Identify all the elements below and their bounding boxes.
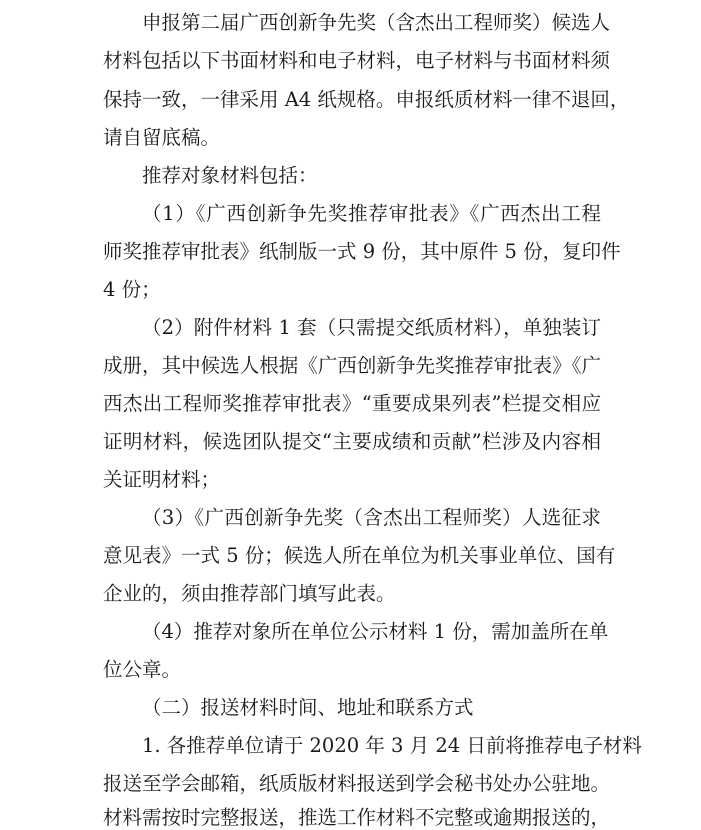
paragraph-line: 请自留底稿。	[103, 126, 221, 149]
list-item-line: 师奖推荐审批表》纸制版一式 9 份，其中原件 5 份，复印件	[103, 240, 621, 263]
list-item-line: 成册，其中候选人根据《广西创新争先奖推荐审批表》《广	[103, 354, 601, 377]
section-heading: 推荐对象材料包括：	[142, 164, 318, 187]
paragraph-line: 申报第二届广西创新争先奖（含杰出工程师奖）候选人	[142, 11, 611, 34]
list-item-line: 意见表》一式 5 份；候选人所在单位为机关事业单位、国有	[103, 544, 616, 567]
section-heading: （二）报送材料时间、地址和联系方式	[142, 696, 474, 719]
list-item-line: 4 份；	[103, 278, 161, 301]
list-item-line: （2）附件材料 1 套（只需提交纸质材料），单独装订	[142, 316, 601, 339]
paragraph-line: 材料包括以下书面材料和电子材料，电子材料与书面材料须	[103, 49, 611, 72]
list-item-line: （4）推荐对象所在单位公示材料 1 份，需加盖所在单	[142, 620, 609, 643]
list-item-line: 位公章。	[103, 658, 182, 681]
list-item-line: （3）《广西创新争先奖（含杰出工程师奖）人选征求	[142, 506, 601, 529]
list-item-line: 西杰出工程师奖推荐审批表》“重要成果列表”栏提交相应	[103, 392, 601, 415]
paragraph-line: 1. 各推荐单位请于 2020 年 3 月 24 日前将推荐电子材料	[142, 734, 642, 757]
list-item-line: （1）《广西创新争先奖推荐审批表》《广西杰出工程	[142, 202, 601, 225]
paragraph-line: 材料需按时完整报送，推选工作材料不完整或逾期报送的，	[103, 806, 611, 829]
list-item-line: 企业的，须由推荐部门填写此表。	[103, 582, 396, 605]
list-item-line: 证明材料，候选团队提交“主要成绩和贡献”栏涉及内容相	[103, 430, 601, 453]
paragraph-line: 报送至学会邮箱，纸质版材料报送到学会秘书处办公驻地。	[103, 772, 611, 795]
paragraph-line: 保持一致，一律采用 A4 纸规格。申报纸质材料一律不退回，	[103, 88, 630, 111]
list-item-line: 关证明材料；	[103, 468, 221, 491]
